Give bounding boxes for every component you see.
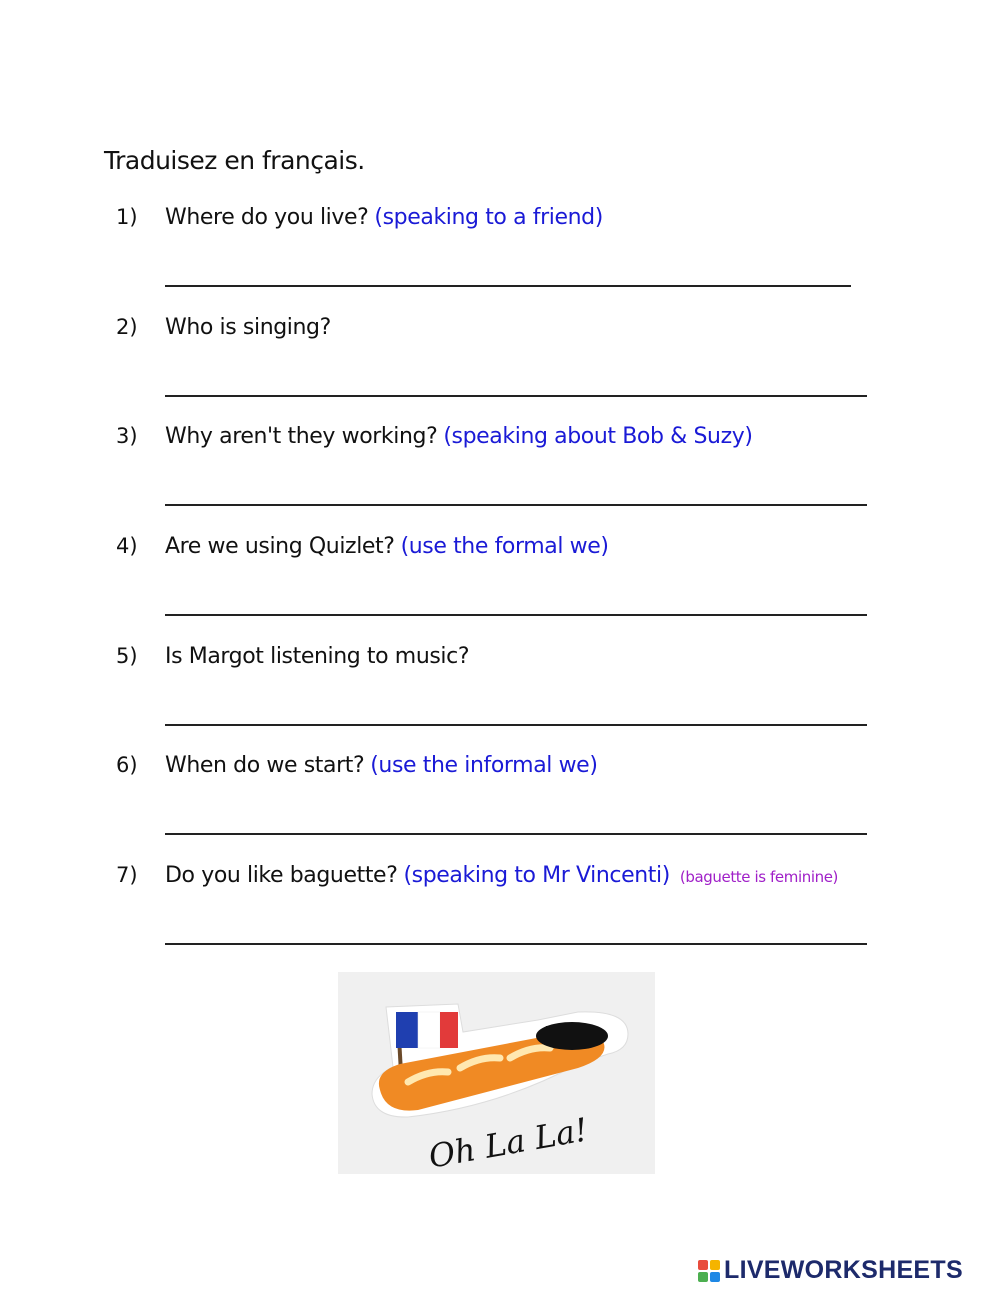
answer-field-6[interactable] <box>165 805 867 835</box>
question-number: 3) <box>116 424 138 448</box>
instruction-heading: Traduisez en français. <box>104 146 365 175</box>
question-hint: (speaking about Bob & Suzy) <box>443 424 753 449</box>
question-6 <box>0 753 1000 863</box>
question-prompt: Are we using Quizlet? <box>165 534 395 559</box>
question-number: 5) <box>116 644 138 668</box>
question-number: 4) <box>116 534 138 558</box>
baguette-illustration <box>338 972 655 1174</box>
question-hint: (use the informal we) <box>370 753 598 778</box>
answer-field-4[interactable] <box>165 586 867 616</box>
question-prompt: Why aren't they working? <box>165 424 438 449</box>
answer-field-5[interactable] <box>165 696 867 726</box>
question-text <box>165 205 603 230</box>
question-2 <box>0 315 1000 425</box>
answer-field-1[interactable] <box>165 257 851 287</box>
question-7 <box>0 863 1000 973</box>
question-4 <box>0 534 1000 644</box>
question-text <box>165 644 469 669</box>
question-prompt: When do we start? <box>165 753 365 778</box>
question-hint: (speaking to a friend) <box>374 205 603 230</box>
liveworksheets-logo-icon <box>698 1260 720 1282</box>
question-1 <box>0 205 1000 315</box>
question-text <box>165 534 609 559</box>
question-prompt: Is Margot listening to music? <box>165 644 470 669</box>
question-hint: (speaking to Mr Vincenti) <box>403 863 670 888</box>
question-subhint: (baguette is feminine) <box>679 868 838 886</box>
answer-field-7[interactable] <box>165 915 867 945</box>
question-text <box>165 315 331 340</box>
answer-field-3[interactable] <box>165 476 867 506</box>
question-number: 1) <box>116 205 138 229</box>
question-number: 7) <box>116 863 138 887</box>
question-prompt: Do you like baguette? <box>165 863 398 888</box>
beret-icon <box>536 1022 608 1050</box>
question-3 <box>0 424 1000 534</box>
question-number: 2) <box>116 315 138 339</box>
illustration-caption: Oh La La! <box>425 1110 591 1174</box>
question-prompt: Where do you live? <box>165 205 369 230</box>
question-number: 6) <box>116 753 138 777</box>
question-prompt: Who is singing? <box>165 315 331 340</box>
question-text <box>165 863 838 888</box>
question-text <box>165 424 753 449</box>
brand-name: LIVEWORKSHEETS <box>724 1256 963 1284</box>
question-hint: (use the formal we) <box>400 534 609 559</box>
answer-field-2[interactable] <box>165 367 867 397</box>
liveworksheets-logo <box>698 1256 963 1285</box>
question-text <box>165 753 598 778</box>
question-5 <box>0 644 1000 754</box>
